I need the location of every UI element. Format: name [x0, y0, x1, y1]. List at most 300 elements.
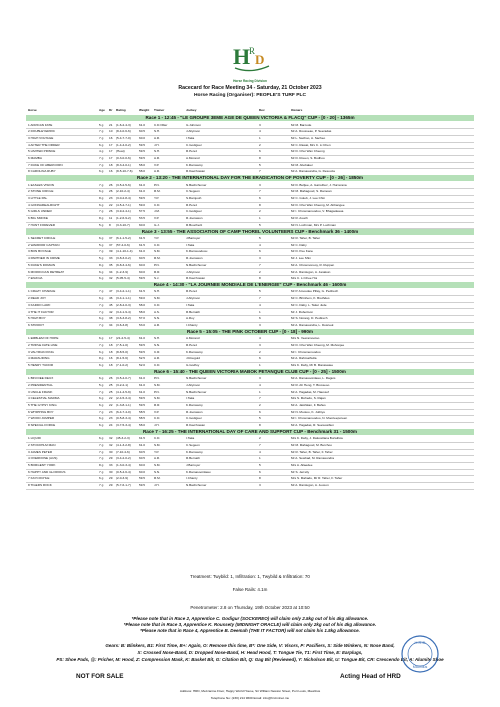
runner-rating: (7-5-1-0) — [116, 342, 129, 347]
runner-name: 6 HAPPY AND GLORIOUS — [28, 469, 66, 474]
runner-name: 5 GIRLS UNDER — [28, 209, 52, 214]
runner-owners: Mr A. Hagadas, M. Haussof — [291, 389, 329, 394]
runner-age: 4 g — [99, 149, 104, 154]
runner-trainer: R.R. — [154, 402, 161, 407]
runner-name: 7 DUKE OF ABERCORN — [28, 162, 63, 167]
runner-rating: (3-5-4-0-7) — [116, 376, 131, 381]
runner-name: 3 VALYRIAN KING — [28, 349, 54, 354]
runner-dec: 1 — [259, 309, 261, 314]
runner-owners: Mr D. Chui Wan Cheong, M. Mohonjee — [291, 342, 345, 347]
runner-name: 4 GONNAREALRIGHT — [28, 202, 60, 207]
runner-trainer: S.N. — [154, 342, 161, 347]
runner-jockey: A.Morand — [186, 156, 200, 160]
runner-trainer: C.D. — [154, 436, 161, 441]
runner-owners: Mr A. Ramtugon, A. Jeuxon — [291, 483, 329, 488]
runner-name: 2 TRIPLE FATE LINE — [28, 342, 58, 347]
runner-age: 5 g — [99, 122, 104, 127]
runner-rating: (3-4-1-9-4) — [116, 309, 131, 314]
runner-jockey: R.Kavchowan — [186, 423, 206, 427]
hrd-stamp-icon — [400, 634, 440, 674]
runner-name: 1 SECRET CIRCLE — [28, 236, 56, 240]
runner-jockey: I.Taka — [186, 242, 195, 247]
column-headers — [26, 108, 474, 114]
runner-dec: 6 — [259, 469, 261, 474]
runner-name: 4 AFTER THE ORDER — [28, 142, 60, 147]
runner-weight: 61.0 — [139, 382, 146, 387]
runner-draw: 26 — [109, 182, 113, 187]
runner-trainer: S.M. — [154, 249, 161, 254]
runner-trainer: S.M. — [154, 296, 161, 301]
runner-rating: (4-5-4-7-1) — [116, 202, 131, 207]
runner-jockey: C.Godiguer — [186, 142, 202, 147]
runner-rating: (1-4-4-0-2) — [116, 142, 131, 147]
runner-draw: 30 — [109, 449, 113, 454]
runner-trainer: R.M. — [154, 189, 161, 194]
runner-name: 6 MAMBA — [28, 156, 42, 160]
runner-trainer: Y.P. — [154, 236, 160, 240]
runner-weight: 61.0 — [139, 376, 146, 381]
runner-rating: (3-5-2-5-6) — [116, 182, 131, 187]
runner-jockey: G.Godfoy — [186, 362, 200, 367]
runner-dec: 2 — [259, 402, 261, 407]
runner-weight: 61.0 — [139, 389, 146, 394]
runner-trainer: J.H. — [154, 142, 160, 147]
runner-trainer: S.N. — [154, 469, 161, 474]
runner-owners: Mrs S. Mahadu, Mr R. Taher, F. Taher — [291, 476, 343, 481]
racecard-title: Racecard for Race Meeting 34 - Saturday, 21 October 2023 — [178, 85, 322, 91]
runner-draw: 25 — [109, 382, 113, 387]
runner-owners: Mr M. Barcode — [291, 122, 312, 127]
apprentice-note-3: *Please note that in Race 4, Apprentice B. Deemah (THE IT FACTOR) will not claim his 1.5kg allowance. — [140, 628, 360, 633]
runner-name: 1 AFRICAN FATE — [28, 122, 53, 127]
runner-jockey: K.Ramsamy — [186, 449, 203, 454]
runner-jockey: R.Perez — [186, 342, 198, 347]
runner-draw: 18 — [109, 162, 113, 167]
runner-draw: 29 — [109, 456, 113, 461]
runner-weight: 58.5 — [139, 409, 146, 414]
runner-dec: 2 — [259, 349, 261, 354]
runner-age: 8 g — [99, 463, 104, 467]
runner-dec: 8 — [259, 202, 261, 207]
runner-jockey: J.Allynson — [186, 129, 201, 134]
runner-owners: Mr A. Jaishikan, F. Bahus — [291, 402, 326, 407]
runner-rating: (3-8-3-0-2) — [116, 256, 131, 261]
runner-name: 5 DUKE'S DOMAIN — [28, 262, 56, 267]
runner-name: 2 STOCKHLM MAN — [28, 442, 56, 447]
runner-trainer: R.M. — [154, 476, 161, 481]
runner-name: 2 STONE CIRCLE — [28, 189, 54, 194]
runner-jockey: N.Bachchumer — [186, 182, 207, 187]
runner-age: 6 g — [99, 376, 104, 381]
runner-age: 7 g — [99, 456, 104, 461]
svg-text:R: R — [249, 46, 256, 56]
runner-rating: (6-4-7-4-0) — [116, 409, 131, 414]
address-line: Address: HRD, Mezzanine Floor, Happy World House, Sir William Newton Street, Port Louis, Mauritius — [179, 689, 321, 693]
runner-age: 6 g — [99, 416, 104, 421]
runner-name: 3 BON BOYAGE — [28, 249, 51, 254]
runner-owners: Mrs K. Daby, J. Dalucellana Burwillow — [291, 436, 343, 441]
runner-weight: 60.0 — [139, 262, 146, 267]
runner-dec: 5 — [259, 463, 261, 467]
runner-draw: 23 — [109, 196, 113, 200]
runner-name: 7 ENJOJA — [28, 276, 43, 281]
runner-dec: 7 — [259, 396, 261, 401]
runner-trainer: J.M. — [154, 209, 160, 214]
runner-owners: Mrs K. Daby, Mr B. Manavatee — [291, 362, 334, 367]
runner-rating: (1-3-8-1-1) — [116, 402, 131, 407]
runner-age: 6 g — [99, 269, 104, 274]
runner-age: 7 g — [99, 249, 104, 254]
runner-dec: 4 — [259, 449, 261, 454]
runner-jockey: C.Segeon — [186, 442, 200, 447]
runner-trainer: P.N. — [154, 182, 160, 187]
runner-weight: 60.0 — [139, 269, 146, 274]
runner-owners: Mr J. Lee Shin — [291, 256, 311, 261]
runner-rating: (21-2-5-4) — [116, 336, 130, 341]
runner-owners: Mr A. Ramasundra, L. Dosruek — [291, 322, 334, 327]
runner-rating: (0-5-8-3-4) — [116, 416, 131, 421]
runner-dec: 4 — [259, 382, 261, 387]
runner-owners: Mr J. Robertson — [291, 309, 314, 314]
runner-weight: 59.5 — [139, 476, 146, 481]
runner-name: 4 PARTNER IN CRIME — [28, 256, 60, 261]
runner-trainer: S.H. — [154, 149, 161, 154]
runner-weight: 59.5 — [139, 349, 146, 354]
runner-age: 6 g — [99, 423, 104, 427]
runner-trainer: S.M. — [154, 442, 161, 447]
runner-jockey: K.Ramsamy — [186, 349, 203, 354]
runner-name: 1 CRAZY CHARLIE — [28, 289, 56, 294]
runner-owners: Mr C. Rawat, Mrs C. Li Chen — [291, 142, 331, 147]
runner-dec: 8 — [259, 423, 261, 427]
runner-jockey: R.Bernath — [186, 456, 200, 461]
runner-dec: 4 — [259, 302, 261, 307]
runner-rating: (5-4-7-7-0) — [116, 135, 131, 140]
runner-dec: 2 — [259, 436, 261, 441]
runner-age: 7 g — [99, 389, 104, 394]
runner-weight: 59.5 — [139, 149, 146, 154]
runner-rating: (3-2-2-1) — [116, 382, 129, 387]
runner-name: 7 WOOD JUMPER — [28, 416, 55, 421]
runner-name: 6 WHIPPING BOY — [28, 409, 54, 414]
runner-owners: Mr R. Taher, B. Taher, F. Taher — [291, 449, 333, 454]
runner-jockey: J.Allynson — [186, 296, 201, 301]
runner-dec: 3 — [259, 322, 261, 327]
runner-trainer: C.D.Ollier — [154, 122, 168, 127]
runner-draw: 26 — [109, 189, 113, 194]
runner-jockey: G.Johnson — [186, 122, 201, 127]
runner-jockey: C.Segeon — [186, 189, 200, 194]
runner-name: 1 BINI DEE DEUX — [28, 376, 54, 381]
runner-name: 3 LITTLE PAL — [28, 196, 48, 200]
runner-weight: 60.5 — [139, 129, 146, 134]
runner-rating: (6-1-1-5-2) — [116, 236, 131, 240]
runner-draw: 32 — [109, 276, 113, 281]
runner-owners: Mr R. Asuch — [291, 216, 308, 221]
runner-age: 7 g — [99, 156, 104, 160]
runner-weight: 53.5 — [139, 216, 146, 221]
runner-draw: 26 — [109, 376, 113, 381]
runner-rating: (2-4-5-3-4) — [116, 396, 131, 401]
runner-trainer: S.M. — [154, 396, 161, 401]
runner-dec: 3 — [259, 256, 261, 261]
runner-jockey: S.Ramjouh — [186, 196, 202, 200]
penetrometer-note: Penetrometer: 2.8 on Thursday, 19th October 2023 at 10:50 — [190, 605, 310, 610]
runner-draw: 17 — [109, 142, 113, 147]
gear-legend-line-1: Gears: B: Blinkers, B1: First Time, B+: Again, O: Remove this time, B*: One Side, V: Visors, P: Pacifiers, S: Side Winkers, N: Nose Band, — [105, 643, 395, 648]
runner-draw: 17 — [109, 156, 113, 160]
runner-age: 7 g — [99, 309, 104, 314]
runner-dec: 7 — [259, 189, 261, 194]
runner-weight: 58.5 — [139, 416, 146, 421]
runner-owners: Mrs N. Veeramootoo — [291, 336, 320, 341]
runner-jockey: I.Taka — [186, 135, 195, 140]
runner-name: 4 CELESTIAL MADMA — [28, 396, 60, 401]
runner-name: 4 MARAUDING — [28, 356, 50, 361]
logo-caption: Horse Racing Division — [233, 79, 267, 83]
race-title-6: Race 5 - 15:05 - THE PINK OCTOBER CUP - [0 - 18] - 990m — [26, 329, 474, 335]
runner-owners: Mrs S. Mohedu, S. Rajan — [291, 396, 326, 401]
runner-dec: 7 — [259, 296, 261, 301]
runner-age: 7 g — [99, 302, 104, 307]
runner-name: 5 HENRY TUDOR — [28, 362, 54, 367]
runner-draw: 35 — [109, 262, 113, 267]
runner-name: 2 PRESIDENTIAL — [28, 382, 53, 387]
runner-weight: 61.5 — [139, 289, 146, 294]
runner-rating: (3-6-3-8-2) — [116, 316, 131, 321]
runner-rating: (8-1-5-6) — [116, 356, 129, 361]
runner-dec: 6 — [259, 149, 261, 154]
runner-rating: (57-4-0-6) — [116, 242, 130, 247]
runner-rating: (7-10-4-6) — [116, 449, 130, 454]
runner-weight: 60.0 — [139, 469, 146, 474]
runner-jockey: R.Perez — [186, 149, 198, 154]
runner-rating: (4-1-4-5-9) — [116, 389, 131, 394]
organiser-line: Horse Racing (Organiser): PEOPLE'S TURF PLC — [193, 93, 307, 98]
runner-owners: Mr I. Chowmanooduu, V. Bhagadeaua — [291, 209, 344, 214]
runner-owners: Mr S. Jerreliy — [291, 469, 310, 474]
runner-owners: Mr R. Taher, B. Taher — [291, 236, 321, 240]
runner-jockey: I.Taka — [186, 396, 195, 401]
runner-trainer: A.R. — [154, 356, 161, 361]
runner-jockey: R.Joorawon — [186, 216, 203, 221]
runner-jockey: N.Bachchumer — [186, 483, 207, 488]
runner-jockey: J.Barroyer — [186, 236, 201, 240]
runner-weight: 59.5 — [139, 276, 146, 281]
runner-trainer: S.H. — [154, 289, 161, 294]
runner-owners: Mr I. Chowmenoodoo — [291, 349, 321, 354]
runner-weight: 60.0 — [139, 463, 146, 467]
runner-rating: (9-8-3-4-6) — [116, 262, 131, 267]
runner-dec: 8 — [259, 156, 261, 160]
runner-name: 1 EASLES VISION — [28, 182, 54, 187]
runner-name: 6 STROKIT — [28, 322, 44, 327]
runner-draw: 32 — [109, 436, 113, 441]
runner-jockey: N.Bachchumer — [186, 389, 207, 394]
col-dec: Dec — [259, 108, 265, 112]
runner-jockey: K.Ramasooinlaau — [186, 469, 211, 474]
race-title-8: Race 7 - 16:25 - THE INTERNATIONAL DAY OF CARE AND SUPPORT CUP - Benchmark 31 - 1500m — [26, 429, 474, 435]
runner-draw: 11 — [109, 216, 113, 221]
runner-name: 2 DOUBLEYERRIC — [28, 129, 55, 134]
runner-rating: (1-2-6-9-2) — [116, 216, 131, 221]
col-horse: Horse — [28, 108, 37, 112]
runner-rating: (8-3-4-0-1) — [116, 162, 131, 167]
runner-name: 7 HUNT FOREVER — [28, 222, 55, 227]
runner-name: 2 READ JOY — [28, 296, 47, 301]
runner-draw: 25 — [109, 389, 113, 394]
apprentice-note-2: *Please note that in Race 3, Apprentice K. Roussety (MIDNIGHT ORACLE) will claim only 2kg out of his 4kg allowance. — [123, 622, 377, 627]
col-rating: Rating — [116, 108, 126, 112]
runner-dec: 1 — [259, 456, 261, 461]
runner-owners: Mr A. Rousseau, P. Seeradas — [291, 129, 332, 134]
runner-rating: (3-4-1-1-1) — [116, 296, 131, 301]
runner-weight: 61.0 — [139, 189, 146, 194]
runner-weight: 59.5 — [139, 196, 146, 200]
runner-dec: 6 — [259, 316, 261, 321]
runner-age: 7 g — [99, 289, 104, 294]
runner-draw: 39 — [109, 249, 113, 254]
not-for-sale: NOT FOR SALE — [76, 673, 124, 680]
runner-draw: 37 — [109, 242, 113, 247]
runner-age: 6 g — [99, 169, 104, 174]
runner-weight: 60.5 — [139, 256, 146, 261]
runner-rating: (0-3-0-0-6) — [116, 156, 131, 160]
runner-jockey: A.Roy — [186, 316, 195, 321]
runner-jockey: R.Perez — [186, 289, 198, 294]
runner-weight: 61.5 — [139, 242, 146, 247]
runner-draw: 32 — [109, 442, 113, 447]
runner-dec: 5 — [259, 416, 261, 421]
runner-draw: 29 — [109, 483, 113, 488]
runner-draw: 22 — [109, 402, 113, 407]
runner-age: 6 g — [99, 436, 104, 441]
runner-owners: Mr A. Ramtugon, A. Janakun — [291, 269, 331, 274]
runner-trainer: R.M. — [154, 256, 161, 261]
runner-draw: 26 — [109, 209, 113, 214]
runner-trainer: Y.P. — [154, 196, 160, 200]
runner-weight: 58.0 — [139, 423, 146, 427]
runner-rating: (8-4-0-6-6) — [116, 129, 131, 134]
runner-jockey: R.Kavchowan — [186, 169, 206, 174]
runner-weight: 61.0 — [139, 182, 146, 187]
runner-age: 7 g — [99, 442, 104, 447]
contact-line: Telephone No: (230) 214 9600 Email: info@hrd.intnet.mu — [210, 696, 290, 700]
runner-owners: Mr D. Bulljee, A. Garrelbuz, J. Hurrerana — [291, 182, 347, 187]
runner-jockey: A.Morand — [186, 336, 200, 341]
runner-dec: 7 — [259, 442, 261, 447]
runner-dec: 1 — [259, 216, 261, 221]
runner-owners: Mr A. Sewbad, M. Ramasundra — [291, 456, 334, 461]
runner-jockey: I.Chanty — [186, 322, 198, 327]
runner-trainer: A.R. — [154, 135, 161, 140]
runner-rating: (Heat) — [116, 149, 125, 154]
runner-weight: 52.0 — [139, 362, 146, 367]
runner-age: 7 g — [99, 342, 104, 347]
runner-draw: 21 — [109, 122, 113, 127]
runner-trainer: A.R. — [154, 322, 161, 327]
runner-weight: 52.5 — [139, 356, 146, 361]
runner-owners: Mr A. Rahmathulla — [291, 356, 317, 361]
runner-owners: Mr R. Ah Heng, T. Brosseoo — [291, 382, 330, 387]
runner-owners: Mr L. Sachoo, A. Sacheo — [291, 135, 326, 140]
runner-dec: 5 — [259, 162, 261, 167]
runner-trainer: C.D. — [154, 242, 161, 247]
runner-draw: 8 — [109, 222, 111, 227]
runner-owners: Mr D. Rouen, S. Budhoo — [291, 156, 325, 160]
runner-age: 6 g — [99, 296, 104, 301]
runner-trainer: C.R. — [154, 349, 161, 354]
runner-weight: 53.0 — [139, 322, 146, 327]
runner-draw: 17 — [109, 336, 113, 341]
runner-dec: 5 — [259, 222, 261, 227]
runner-owners: Mr N. Luchman, Mrs P. Luchman — [291, 222, 336, 227]
runner-jockey: R.Boucherit — [186, 222, 203, 227]
runner-draw: 38 — [109, 316, 113, 321]
runner-name: 1 LIQUID — [28, 436, 41, 441]
runner-rating: (5-05-5-4) — [116, 276, 130, 281]
treatment-note: Treatment: Twybild: 1, Infiltration: 1, Twybild & Infiltration: 70 — [190, 574, 310, 579]
runner-dec: 3 — [259, 376, 261, 381]
runner-age: 7 g — [99, 182, 104, 187]
runner-rating: (2-0-3-9) — [116, 476, 129, 481]
runner-name: 1 EMBLEM OF HOPE — [28, 336, 59, 341]
runner-draw: 30 — [109, 469, 113, 474]
runner-owners: Mr N. Mootoo, K. Juthiye — [291, 409, 326, 414]
runner-weight: 59.0 — [139, 202, 146, 207]
runner-trainer: S.H. — [154, 336, 161, 341]
runner-dec: 4 — [259, 336, 261, 341]
runner-age: 6 g — [99, 276, 104, 281]
runner-name: 3 UNCLE FRANK — [28, 389, 53, 394]
runner-owners: Mr M. Mahagood, S. Ramoan — [291, 189, 332, 194]
runner-age: 6 g — [99, 202, 104, 207]
runner-weight: 61.5 — [139, 436, 146, 441]
runner-age: 7 g — [99, 449, 104, 454]
runner-rating: (1-6-2-4-3) — [116, 122, 131, 127]
runner-dec: 8 — [259, 276, 261, 281]
runner-draw: 45 — [109, 302, 113, 307]
runner-trainer: S.M. — [154, 382, 161, 387]
runner-name: 8 CAROLINA RUBY — [28, 169, 56, 174]
runner-weight: 59.5 — [139, 483, 146, 488]
runner-jockey: K.Ramsamy — [186, 402, 203, 407]
runner-draw: 22 — [109, 396, 113, 401]
runner-rating: (2-10-2-4) — [116, 189, 130, 194]
runner-jockey: J.Allynson — [186, 269, 201, 274]
runner-jockey: R.Kavchowan — [186, 276, 206, 281]
runner-owners: Mr S. Norang, D. Pedtrech — [291, 316, 328, 321]
runner-jockey: J.Barroyer — [186, 463, 201, 467]
runner-name: 5 BORGENT YORK — [28, 463, 56, 467]
runner-owners: Mr D. Pee Kane — [291, 249, 314, 254]
runner-weight: 61.0 — [139, 249, 146, 254]
runner-rating: (4-1-10-1-4) — [116, 249, 133, 254]
runner-draw: 42 — [109, 309, 113, 314]
runner-name: 2 WARRIOR CAPTAIN — [28, 242, 60, 247]
runner-age: 8 g — [99, 262, 104, 267]
runner-jockey: J.Rouguid — [186, 356, 200, 361]
runner-trainer: C.D. — [154, 302, 161, 307]
runner-draw: 18 — [109, 362, 113, 367]
col-age: Age — [99, 108, 105, 112]
runner-name: 6 MOROCCAN RETREAT — [28, 269, 65, 274]
runner-draw: 33 — [109, 256, 113, 261]
runner-dec: 6 — [259, 356, 261, 361]
runner-rating: (3-3-10-7) — [116, 222, 130, 227]
runner-jockey: R.Perez — [186, 202, 198, 207]
runner-rating: (3-6-3-8) — [116, 322, 129, 327]
